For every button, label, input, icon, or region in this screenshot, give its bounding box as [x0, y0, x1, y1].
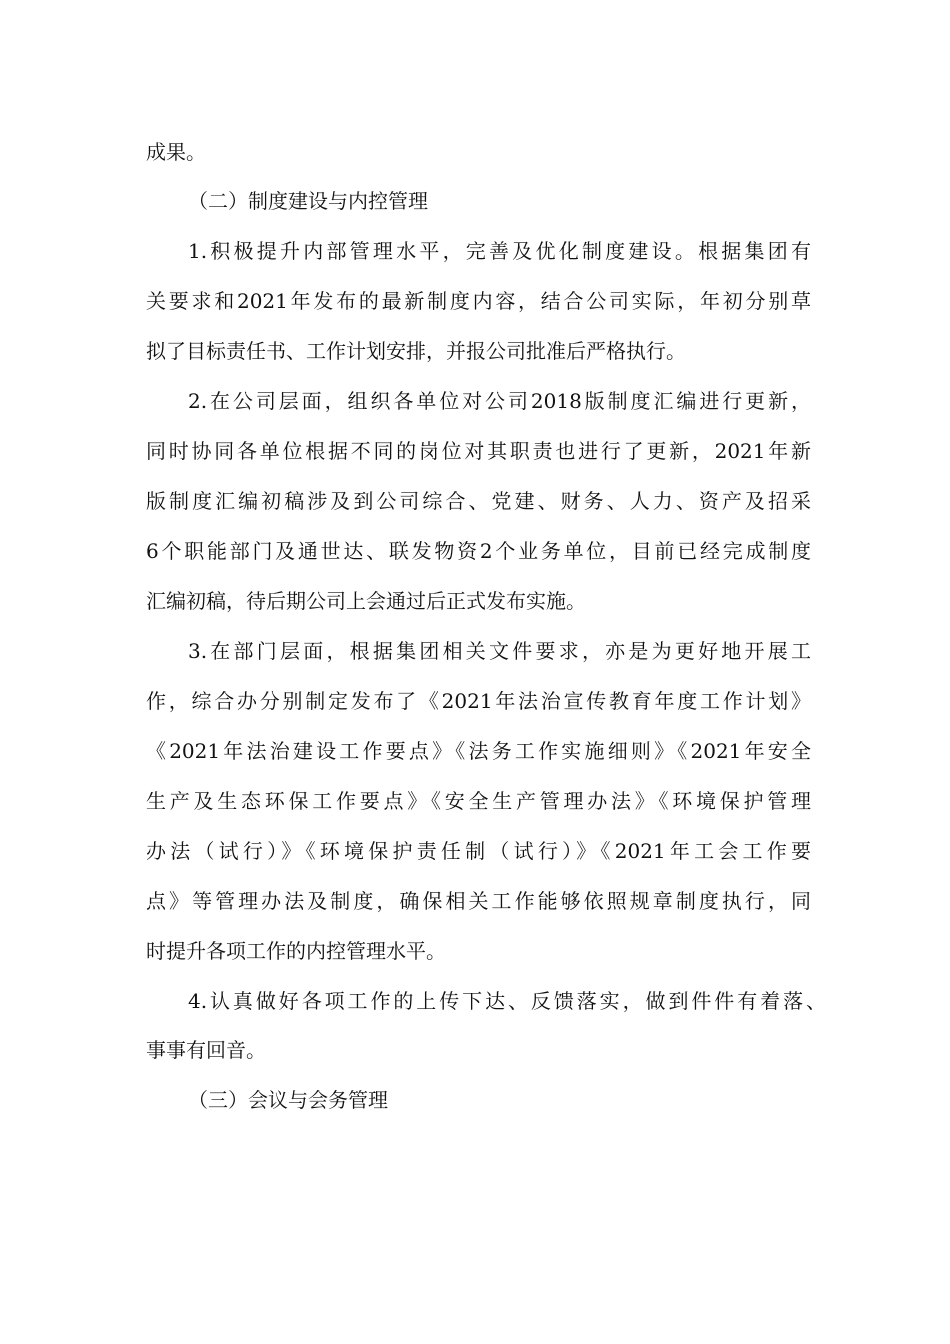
- paragraph-line: 办法（试行）》《环境保护责任制（试行）》《2021年工会工作要: [146, 839, 811, 863]
- paragraph-line: 1.积极提升内部管理水平，完善及优化制度建设。根据集团有: [188, 239, 811, 263]
- paragraph-line: 6个职能部门及通世达、联发物资2个业务单位，目前已经完成制度: [146, 539, 811, 563]
- paragraph-line: 《2021年法治建设工作要点》《法务工作实施细则》《2021年安全: [146, 739, 811, 763]
- paragraph-line: 4.认真做好各项工作的上传下达、反馈落实，做到件件有着落、: [188, 989, 826, 1013]
- paragraph-line: 3.在部门层面，根据集团相关文件要求，亦是为更好地开展工: [188, 639, 811, 663]
- paragraph-line: 关要求和2021年发布的最新制度内容，结合公司实际，年初分别草: [146, 289, 811, 313]
- paragraph-line: 点》等管理办法及制度，确保相关工作能够依照规章制度执行，同: [146, 889, 811, 913]
- section-heading: （二）制度建设与内控管理: [188, 189, 428, 213]
- section-heading: （三）会议与会务管理: [188, 1088, 388, 1112]
- paragraph-line: 汇编初稿，待后期公司上会通过后正式发布实施。: [146, 589, 586, 613]
- paragraph-line: 生产及生态环保工作要点》《安全生产管理办法》《环境保护管理: [146, 789, 811, 813]
- paragraph-line: 同时协同各单位根据不同的岗位对其职责也进行了更新，2021年新: [146, 439, 811, 463]
- paragraph-line: 时提升各项工作的内控管理水平。: [146, 939, 446, 963]
- text-line: 成果。: [146, 140, 206, 164]
- paragraph-line: 作，综合办分别制定发布了《2021年法治宣传教育年度工作计划》: [146, 689, 811, 713]
- paragraph-line: 2.在公司层面，组织各单位对公司2018版制度汇编进行更新，: [188, 389, 811, 413]
- paragraph-line: 事事有回音。: [146, 1038, 266, 1062]
- paragraph-line: 版制度汇编初稿涉及到公司综合、党建、财务、人力、资产及招采: [146, 489, 811, 513]
- paragraph-line: 拟了目标责任书、工作计划安排，并报公司批准后严格执行。: [146, 339, 686, 363]
